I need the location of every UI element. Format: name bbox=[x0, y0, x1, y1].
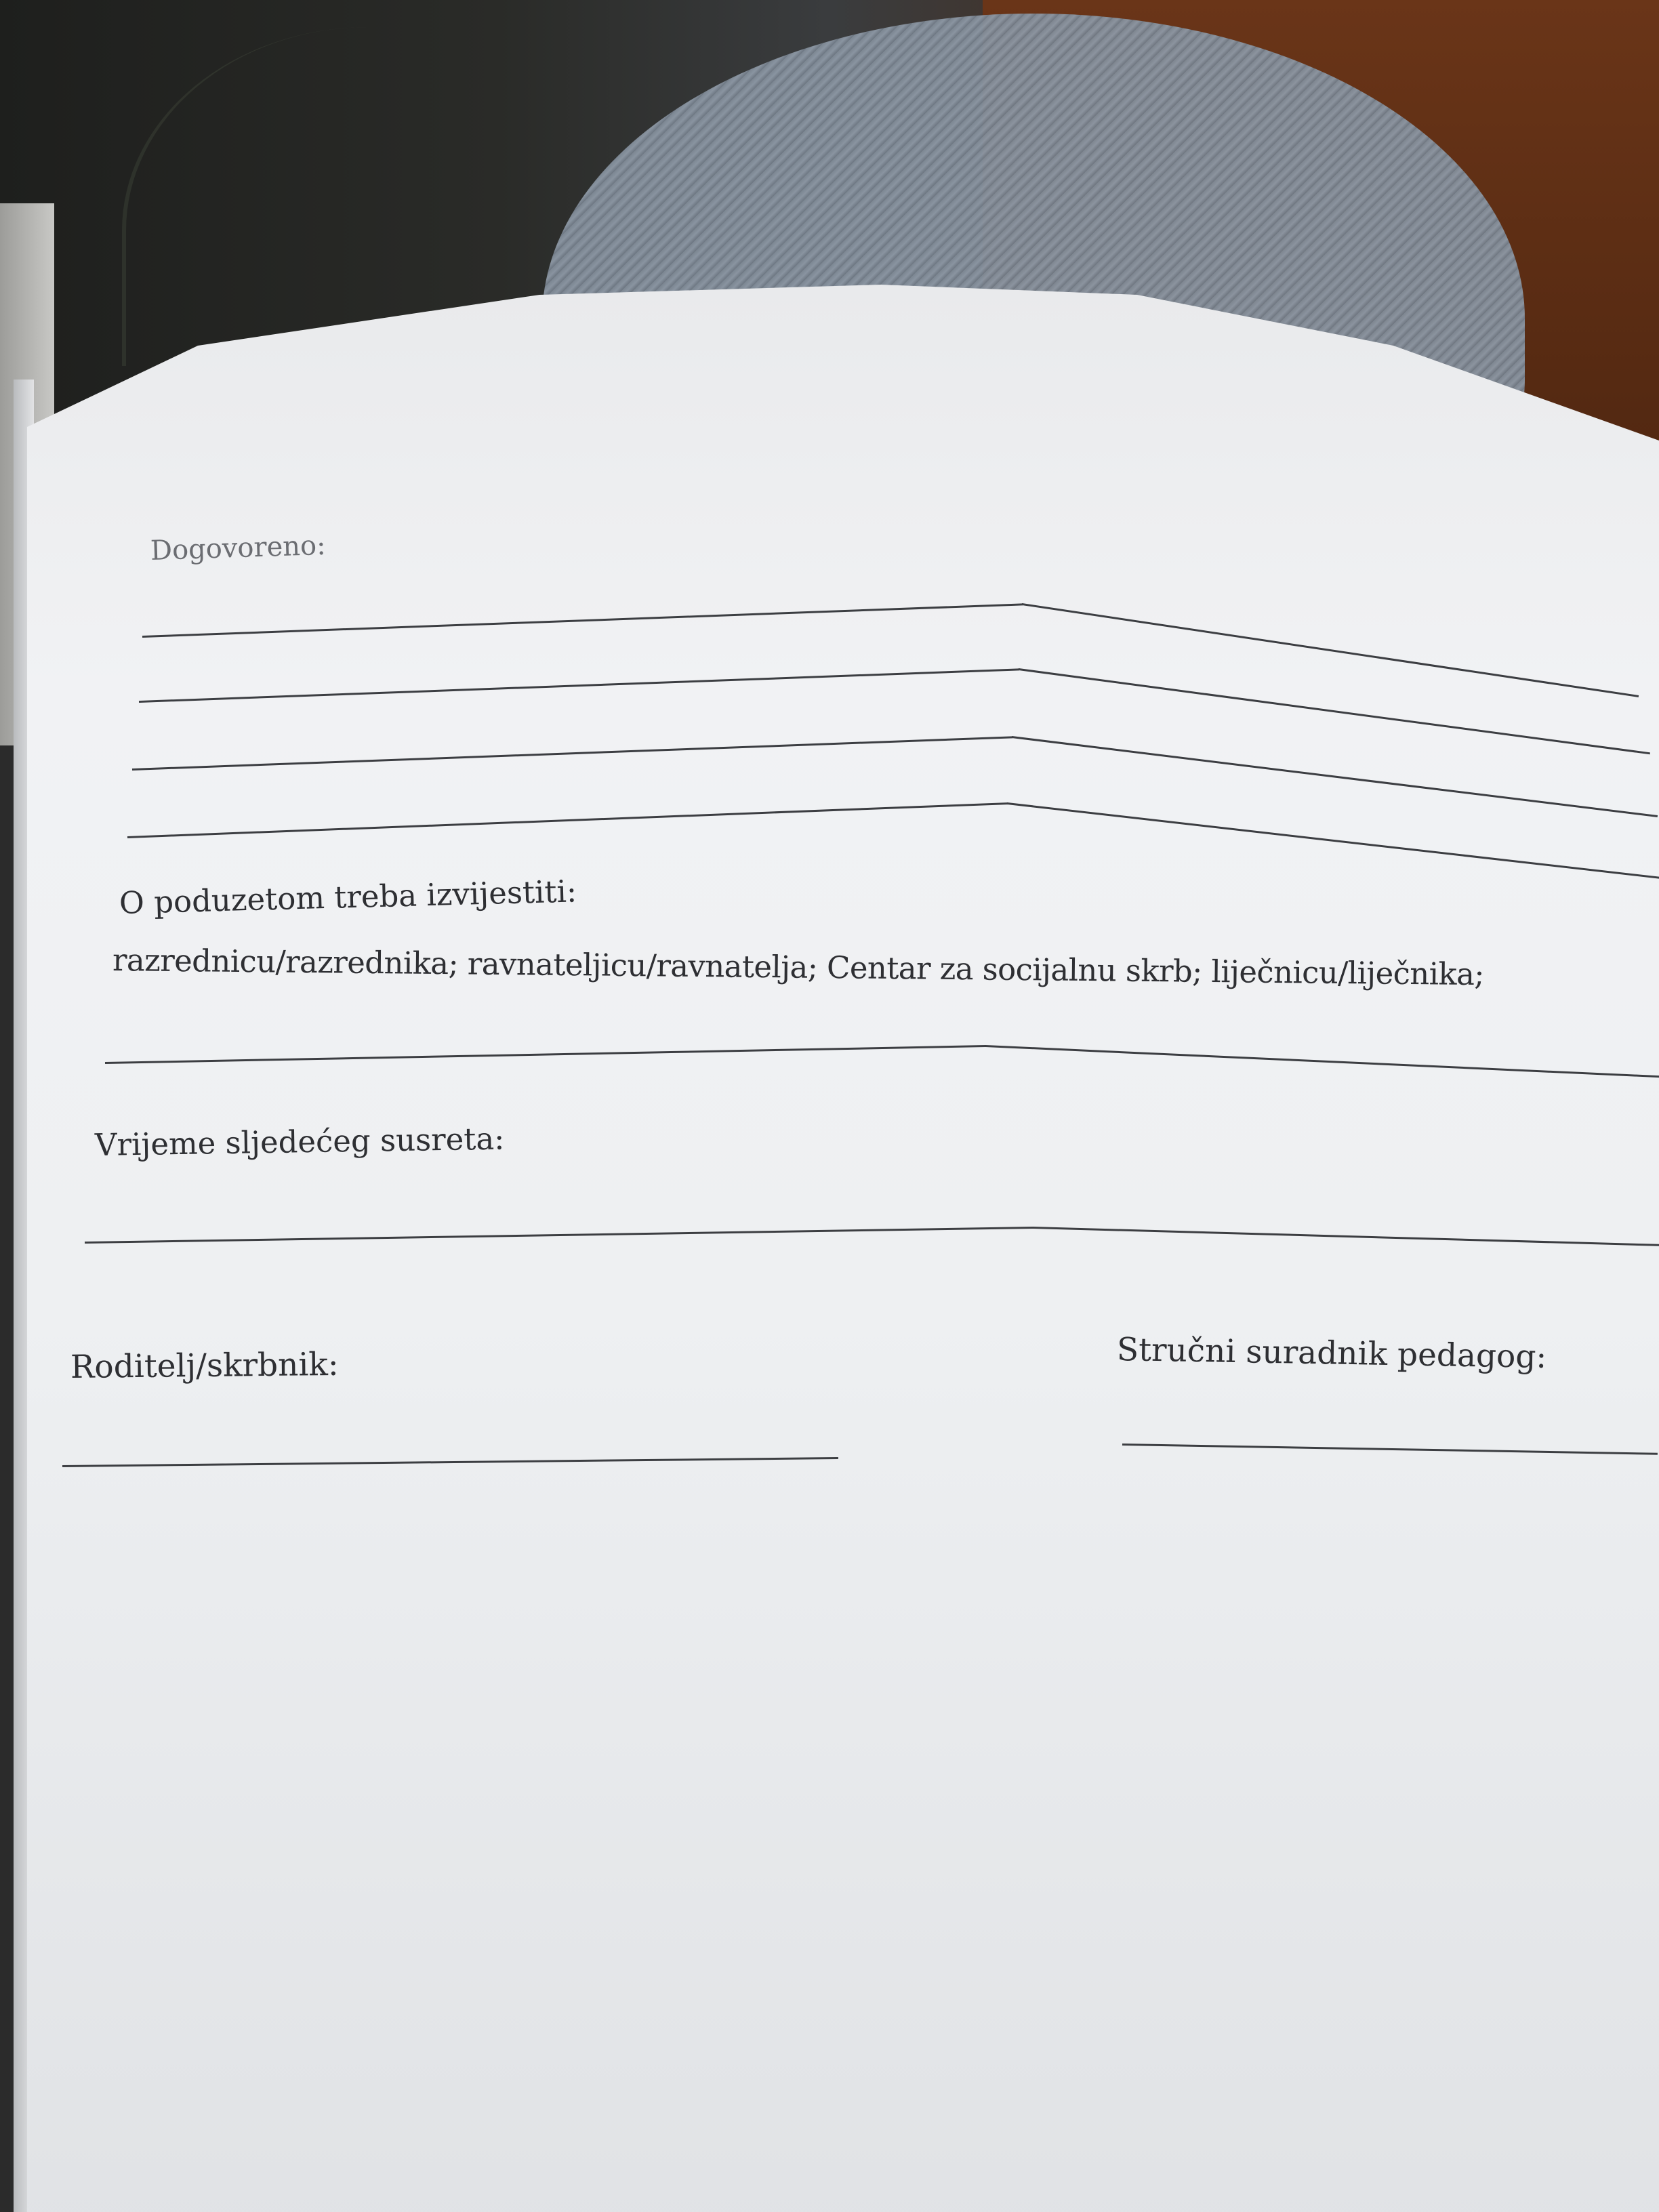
pedagogue-label: Stručni suradnik pedagog: bbox=[1116, 1331, 1547, 1376]
next-meeting-label: Vrijeme sljedećeg susreta: bbox=[94, 1120, 505, 1163]
report-label: O poduzetom treba izvijestiti: bbox=[119, 873, 577, 921]
agreed-label: Dogovoreno: bbox=[150, 529, 327, 567]
form-page bbox=[27, 285, 1659, 2212]
report-options: razrednicu/razrednika; ravnateljicu/ravnatelja; Centar za socijalnu skrb; liječnicu/liječnika; bbox=[112, 942, 1485, 993]
parent-label: Roditelj/skrbnik: bbox=[70, 1345, 339, 1386]
